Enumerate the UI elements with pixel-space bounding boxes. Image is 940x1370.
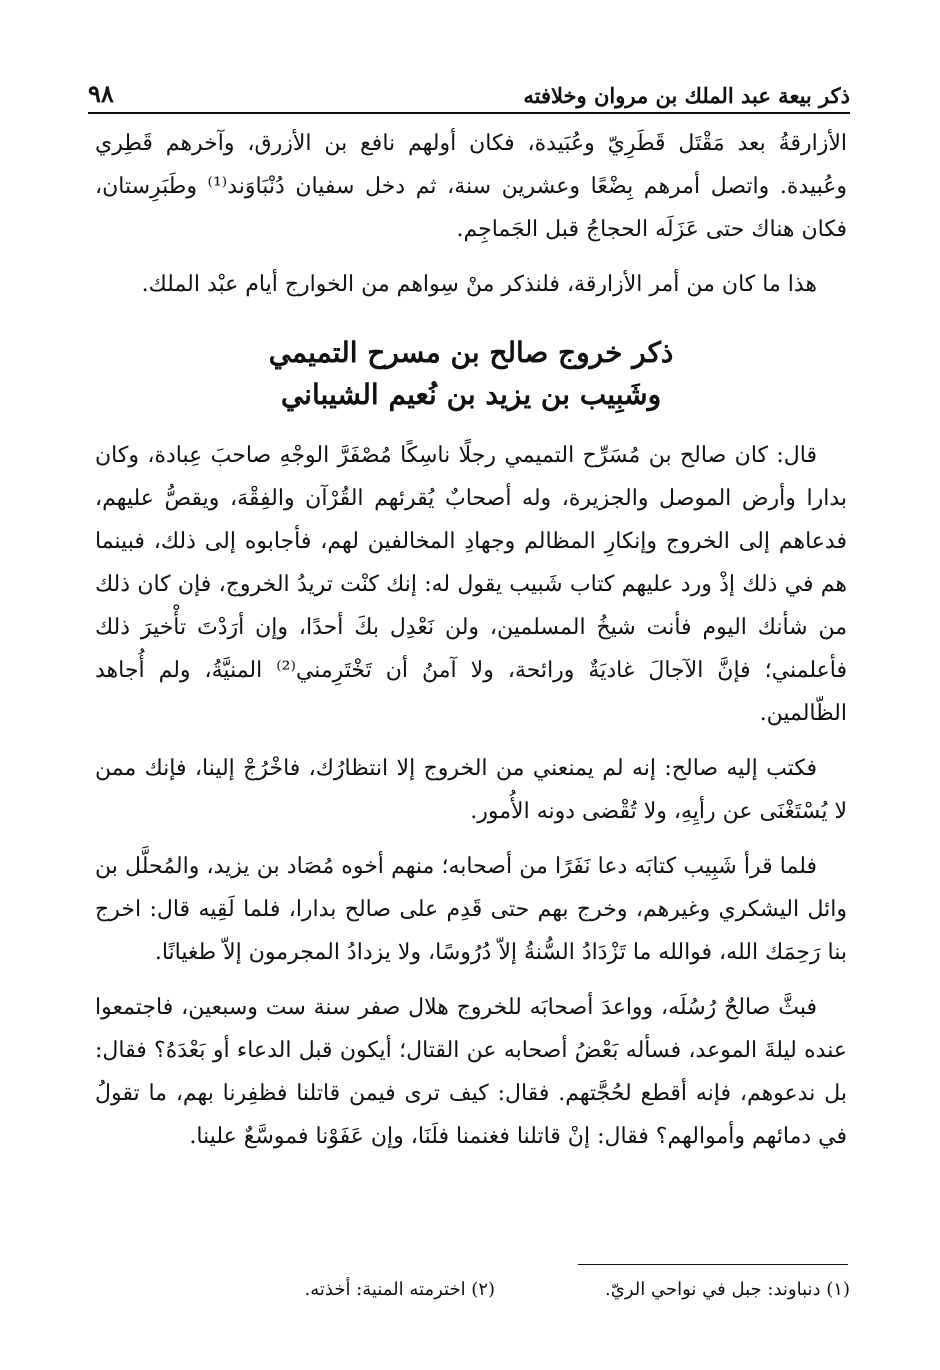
section-heading [95, 332, 847, 416]
paragraph: الأزارقةُ بعد مَقْتَل قَطَرِيّ وعُبَيدة، فكان أولهم نافع بن الأزرق، وآخرهم قَطِري وعُبيدة. واتصل أمرهم بِضْعًا وعشرين سنة، ثم دخل سفيان دُنْبَاوَند⁽¹⁾ وطَبَرِستان، فكان هناك حتى عَزَلَه الحجاجُ قبل الجَماجِم. [95, 131, 848, 242]
running-title: ذكر بيعة عبد الملك بن مروان وخلافته [523, 83, 850, 108]
page-number: ٩٨ [88, 79, 114, 108]
footnote: (٢) اخترمته المنية: أخذته. [304, 1279, 496, 1300]
footnote: (١) دنباوند: جبل في نواحي الريّ. [605, 1279, 850, 1300]
footnotes [150, 1276, 850, 1304]
paragraph: قال: كان صالح بن مُسَرِّح التميمي رجلًا ناسِكًا مُصْفَرَّ الوجْهِ صاحبَ عِبادة، وكان بدارا وأرض الموصل والجزيرة، وله أصحابٌ يُقرئهم القُرْآن والفِقْهَ، ويقصُّ عليهم، فدعاهم إلى الخروج وإنكارِ المظالم وجهادِ المخالفين لهم، فأجابوه إلى ذلك، فبينما هم في ذلك إذْ ورد عليهم كتاب شَبيب يقول له: إنك كنْت تريدُ الخروج، فإن كان ذلك من شأنك اليوم فأنت شيخُ المسلمين، ولن نَعْدِل بكَ أحدًا، وإن أرَدْتَ تأْخيرَ ذلك فأعلمني؛ فإنَّ الآجالَ غاديَةٌ ورائحة، ولا آمنُ أن تَخْتَرِمني⁽²⁾ المنيَّةُ، ولم أُجاهد الظّالمين. [95, 443, 847, 726]
paragraph: فبثَّ صالحٌ رُسُلَه، وواعدَ أصحابَه للخروج هلال صفر سنة ست وسبعين، فاجتمعوا عنده ليلةَ الموعد، فسأله بَعْضُ أصحابه عن القتال؛ أيكون قبل الدعاء أو بَعْدَهُ؟ فقال: بل ندعوهم، فإنه أقطع لحُجَّتهم. فقال: كيف ترى فيمن قاتلنا فظفِرنا بهم، ما تقولُ في دمائهم وأموالهم؟ فقال: إنْ قاتلنا فغنمنا فلَنَا، وإن عَفَوْنا فموسَّعٌ علينا. [95, 995, 847, 1149]
header-divider [88, 112, 850, 114]
paragraph: فكتب إليه صالح: إنه لم يمنعني من الخروج إلا انتظارُك، فاخْرُجْ إلينا، فإنك ممن لا يُسْتَغْنَى عن رأيِهِ، ولا تُقْضى دونه الأُمور. [95, 756, 847, 824]
section-heading-line: وشَبِيب بن يزيد بن نُعيم الشيباني [280, 378, 662, 411]
section-heading-line: ذكر خروج صالح بن مسرح التميمي [268, 336, 674, 369]
paragraph: هذا ما كان من أمر الأزارقة، فلنذكر منْ سِواهم من الخوارج أيام عبْد الملك. [141, 272, 817, 297]
page-header [88, 78, 850, 108]
paragraph: فلما قرأ شَبِيب كتابَه دعا نَفَرًا من أصحابه؛ منهم أخوه مُصَاد بن يزيد، والمُحلَّل بن وائل اليشكري وغيرهم، وخرج بهم حتى قَدِم على صالح بدارا، فلما لَقِيه قال: اخرج بنا رَحِمَك الله، فوالله ما تَزْدَادُ السُّنةُ إلاّ دُرُوسًا، ولا يزدادُ المجرمون إلاّ طغيانًا. [95, 854, 847, 965]
footnote-divider [578, 1264, 848, 1265]
page-body [95, 122, 847, 1158]
